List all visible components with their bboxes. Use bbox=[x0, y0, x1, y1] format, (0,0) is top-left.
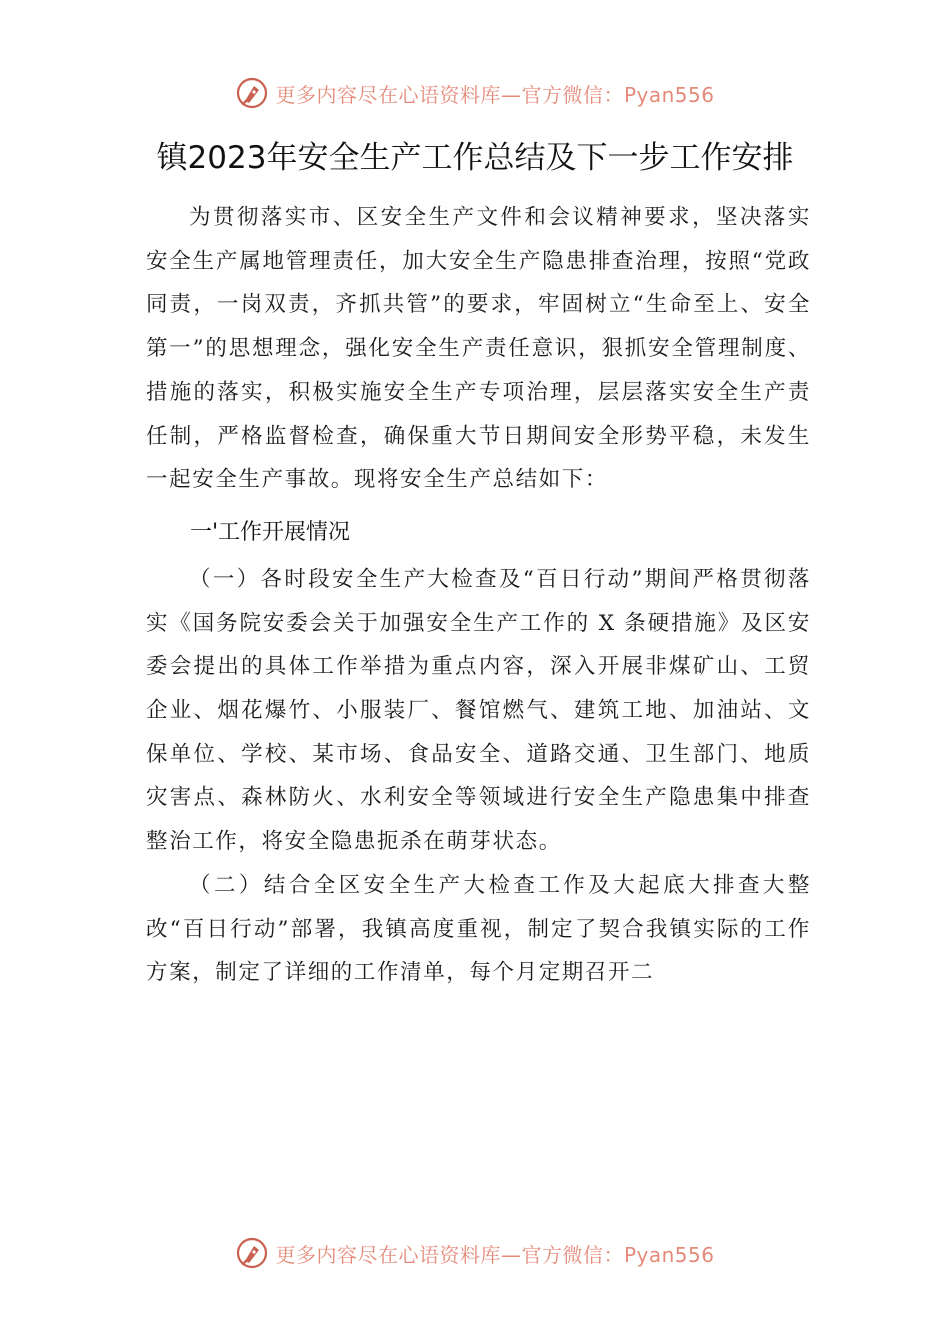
paragraph-two: （二）结合全区安全生产大检查工作及大起底大排查大整改“百日行动”部署，我镇高度重视，制定了契合我镇实际的工作方案，制定了详细的工作清单，每个月定期召开二 bbox=[146, 872, 811, 986]
paragraph-one: （一）各时段安全生产大检查及“百日行动”期间严格贯彻落实《国务院安委会关于加强安全生产工作的 X 条硬措施》及区安委会提出的具体工作举措为重点内容，深入开展非煤矿山、工贸企业、烟花爆竹、小服装厂、餐馆燃气、建筑工地、加油站、文保单位、学校、某市场、食品安全、道路交通、卫生部门、地质灾害点、森林防火、水利安全等领域进行安全生产隐患集中排查整治工作，将安全隐患扼杀在萌芽状态。 bbox=[146, 566, 811, 855]
document-title: 镇2023年安全生产工作总结及下一步工作安排 bbox=[156, 140, 794, 176]
watermark-text: 更多内容尽在心语资料库—官方微信：Pyan556 bbox=[275, 82, 715, 107]
watermark-header bbox=[0, 73, 950, 113]
watermark-footer bbox=[0, 1233, 950, 1273]
pen-nib-logo-icon bbox=[235, 76, 269, 110]
document-body bbox=[146, 196, 811, 995]
intro-paragraph: 为贯彻落实市、区安全生产文件和会议精神要求，坚决落实安全生产属地管理责任，加大安全生产隐患排查治理，按照“党政同责，一岗双责，齐抓共管”的要求，牢固树立“生命至上、安全第一”的思想理念，强化安全生产责任意识，狠抓安全管理制度、措施的落实，积极实施安全生产专项治理，层层落实安全生产责任制，严格监督检查，确保重大节日期间安全形势平稳，未发生一起安全生产事故。现将安全生产总结如下： bbox=[146, 205, 811, 493]
watermark-text: 更多内容尽在心语资料库—官方微信：Pyan556 bbox=[275, 1242, 715, 1267]
section-heading: 一'工作开展情况 bbox=[190, 519, 351, 545]
pen-nib-logo-icon bbox=[235, 1236, 269, 1270]
